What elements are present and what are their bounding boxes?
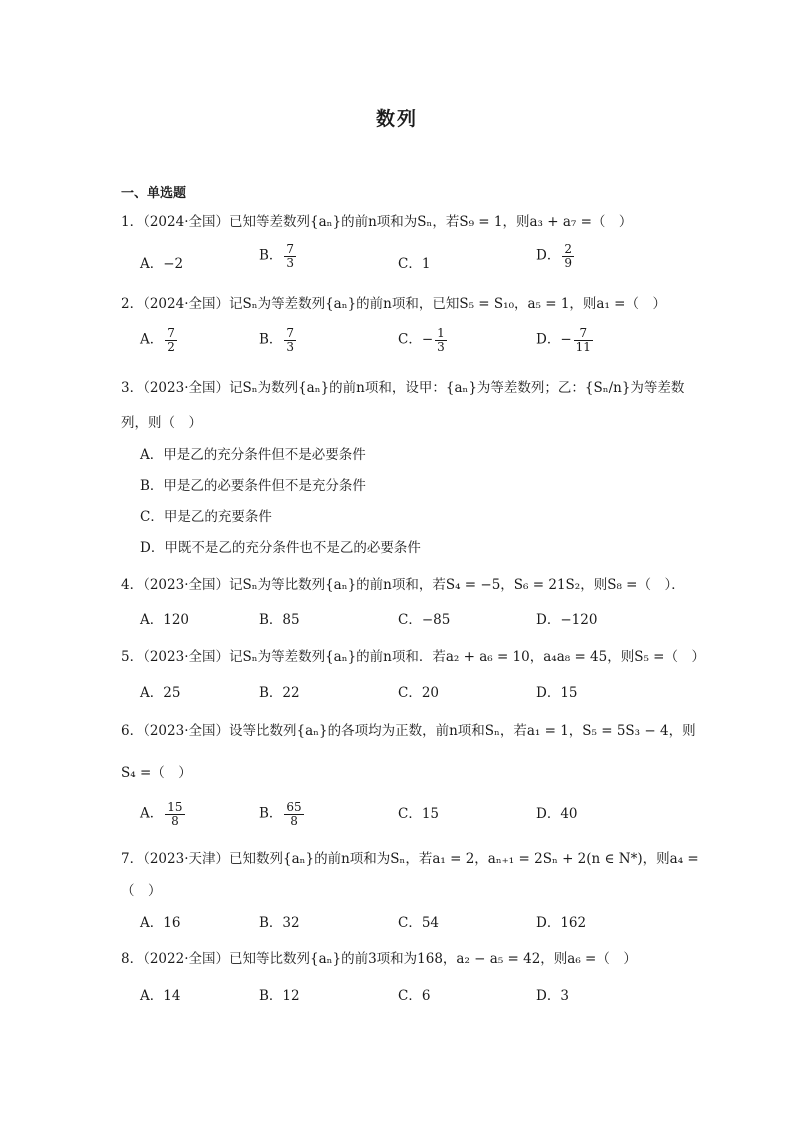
option-b: B． $\frac{65}{8}$: [259, 800, 302, 828]
option-d: D．15: [536, 685, 578, 701]
question-number: 1．: [121, 214, 144, 230]
option-b: B．12: [259, 988, 300, 1004]
option-c: C．1: [398, 256, 431, 272]
question-source: （2023·全国）: [143, 649, 229, 665]
question-text: 已知等差数列{aₙ}的前n项和为Sₙ，若S₉ = 1，则a₃ + a₇ =（ ）: [229, 214, 633, 230]
question-2: [121, 293, 666, 315]
question-4: [121, 574, 685, 596]
option-a: A．甲是乙的充分条件但不是必要条件: [140, 447, 366, 463]
option-a: A．−2: [140, 256, 184, 272]
option-d: D．162: [536, 915, 587, 931]
question-text: 记Sₙ为数列{aₙ}的前n项和，设甲：{aₙ}为等差数列；乙：{Sₙ/n}为等差数: [229, 380, 685, 396]
question-source: （2024·全国）: [143, 296, 229, 312]
question-text: 记Sₙ为等差数列{aₙ}的前n项和．若a₂ + a₆ = 10，a₄a₈ = 45，则S₅ =（ ）: [229, 649, 705, 665]
option-b: B．22: [259, 685, 300, 701]
question-1: [121, 211, 632, 233]
option-c: C．15: [398, 806, 440, 822]
option-a: A．25: [140, 685, 181, 701]
question-source: （2022·全国）: [143, 951, 229, 967]
question-number: 6．: [121, 723, 144, 739]
option-a: A．120: [140, 612, 190, 628]
option-d: D．甲既不是乙的充分条件也不是乙的必要条件: [140, 540, 421, 556]
question-text: 记Sₙ为等比数列{aₙ}的前n项和，若S₄ = −5，S₆ = 21S₂，则S₈ =（ ）．: [229, 577, 685, 593]
fraction: $\frac{65}{8}$: [286, 800, 302, 828]
option-b: B．甲是乙的必要条件但不是充分条件: [140, 478, 366, 494]
option-a: A．16: [140, 915, 181, 931]
question-source: （2023·天津）: [143, 851, 229, 867]
question-source: （2023·全国）: [143, 577, 229, 593]
option-b: B．85: [259, 612, 300, 628]
fraction: $\frac{7}{3}$: [286, 242, 295, 270]
question-source: （2024·全国）: [143, 214, 229, 230]
question-7: [121, 848, 699, 870]
option-d: D．− $\frac{7}{11}$: [536, 326, 591, 354]
question-text: 记Sₙ为等差数列{aₙ}的前n项和，已知S₅ = S₁₀，a₅ = 1，则a₁ =（ ）: [229, 296, 666, 312]
question-3-continued: 列，则（ ）: [121, 415, 202, 431]
question-6: [121, 720, 696, 742]
question-8: [121, 948, 637, 970]
option-a: A．14: [140, 988, 181, 1004]
fraction: $\frac{15}{8}$: [167, 800, 183, 828]
option-c: C．甲是乙的充要条件: [140, 509, 272, 525]
page-title: 数列: [375, 108, 418, 130]
fraction: $\frac{1}{3}$: [437, 326, 445, 354]
question-number: 8．: [121, 951, 144, 967]
question-number: 5．: [121, 649, 144, 665]
fraction: $\frac{7}{2}$: [167, 326, 175, 354]
question-text: 已知数列{aₙ}的前n项和为Sₙ，若a₁ = 2，aₙ₊₁ = 2Sₙ + 2(n ∈ N*)，则a₄ =: [229, 851, 699, 867]
question-5: [121, 646, 705, 668]
option-c: C．− $\frac{1}{3}$: [398, 326, 445, 354]
option-b: B． $\frac{7}{3}$: [259, 326, 295, 354]
question-number: 7．: [121, 851, 144, 867]
option-d: D． $\frac{2}{9}$: [536, 242, 572, 270]
fraction: $\frac{2}{9}$: [564, 242, 572, 270]
question-6-continued: S₄ =（ ）: [121, 765, 192, 781]
fraction: $\frac{7}{11}$: [575, 326, 591, 354]
option-d: D．3: [536, 988, 569, 1004]
question-text: 已知等比数列{aₙ}的前3项和为168，a₂ − a₅ = 42，则a₆ =（ ）: [229, 951, 637, 967]
question-text: 设等比数列{aₙ}的各项均为正数，前n项和Sₙ，若a₁ = 1，S₅ = 5S₃ − 4，则: [229, 723, 696, 739]
question-number: 3．: [121, 380, 144, 396]
option-c: C．−85: [398, 612, 451, 628]
question-number: 4．: [121, 577, 144, 593]
fraction: $\frac{7}{3}$: [286, 326, 295, 354]
question-source: （2023·全国）: [143, 723, 229, 739]
option-a: A． $\frac{15}{8}$: [140, 800, 183, 828]
option-c: C．20: [398, 685, 440, 701]
option-a: A． $\frac{7}{2}$: [140, 326, 175, 354]
question-3: [121, 377, 684, 399]
question-source: （2023·全国）: [143, 380, 229, 396]
option-b: B． $\frac{7}{3}$: [259, 242, 295, 270]
question-number: 2．: [121, 296, 144, 312]
option-c: C．6: [398, 988, 431, 1004]
option-b: B．32: [259, 915, 300, 931]
option-d: D．40: [536, 806, 578, 822]
section-heading: 一、单选题: [121, 186, 187, 201]
option-c: C．54: [398, 915, 440, 931]
option-d: D．−120: [536, 612, 598, 628]
question-7-continued: （ ）: [121, 883, 162, 899]
